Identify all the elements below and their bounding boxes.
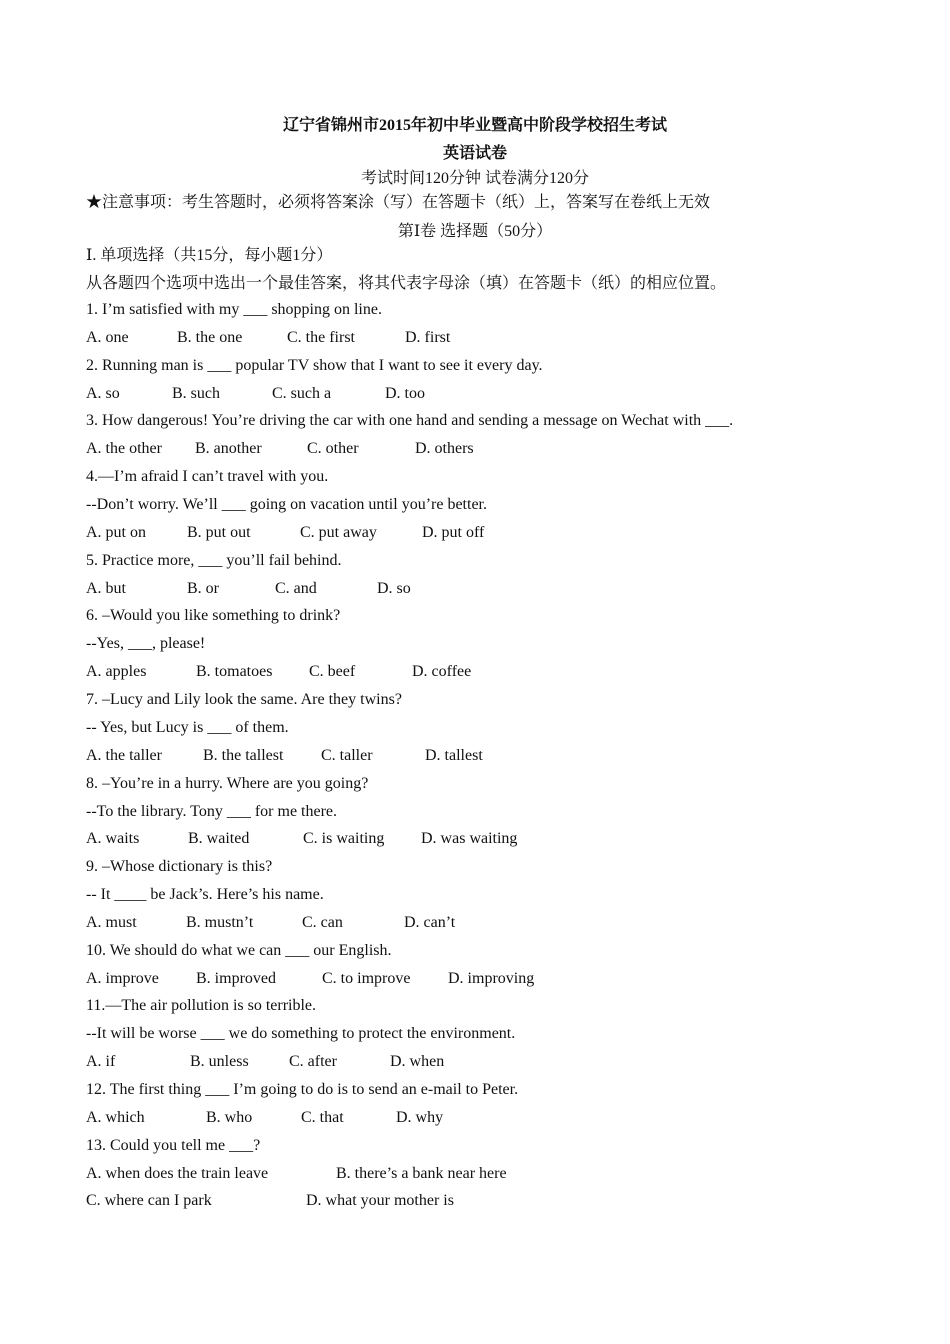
question-7-reply: -- Yes, but Lucy is ___ of them. — [86, 719, 289, 736]
q8-option-d: D. was waiting — [421, 830, 518, 847]
q5-option-b: B. or — [187, 580, 219, 597]
question-4: 4.—I’m afraid I can’t travel with you. — [86, 468, 329, 485]
question-8-reply: --To the library. Tony ___ for me there. — [86, 803, 338, 820]
exam-meta: 考试时间120分钟 试卷满分120分 — [360, 170, 589, 187]
q9-option-c: C. can — [302, 914, 343, 931]
q1-option-c: C. the first — [287, 329, 355, 346]
q11-option-a: A. if — [86, 1053, 116, 1070]
q9-option-d: D. can’t — [404, 914, 456, 931]
question-10: 10. We should do what we can ___ our English. — [86, 942, 392, 959]
question-2: 2. Running man is ___ popular TV show that I want to see it every day. — [86, 357, 543, 374]
section-instruction: 从各题四个选项中选出一个最佳答案，将其代表字母涂（填）在答题卡（纸）的相应位置。 — [86, 275, 727, 292]
q8-option-c: C. is waiting — [303, 830, 385, 847]
question-11-reply: --It will be worse ___ we do something to protect the environment. — [86, 1025, 516, 1042]
q2-option-d: D. too — [385, 385, 425, 402]
question-5: 5. Practice more, ___ you’ll fail behind. — [86, 552, 342, 569]
question-11: 11.—The air pollution is so terrible. — [86, 997, 317, 1014]
q7-option-a: A. the taller — [86, 747, 162, 764]
q8-option-a: A. waits — [86, 830, 140, 847]
exam-notice: ★注意事项：考生答题时，必须将答案涂（写）在答题卡（纸）上，答案写在卷纸上无效 — [86, 194, 711, 211]
question-6-reply: --Yes, ___, please! — [86, 635, 206, 652]
q10-option-d: D. improving — [448, 970, 535, 987]
q10-option-b: B. improved — [196, 970, 276, 987]
question-4-reply: --Don’t worry. We’ll ___ going on vacation until you’re better. — [86, 496, 487, 513]
question-9: 9. –Whose dictionary is this? — [86, 858, 273, 875]
question-1: 1. I’m satisfied with my ___ shopping on line. — [86, 301, 382, 318]
q5-option-a: A. but — [86, 580, 126, 597]
question-6: 6. –Would you like something to drink? — [86, 607, 341, 624]
question-7: 7. –Lucy and Lily look the same. Are they twins? — [86, 691, 402, 708]
section-heading: Ⅰ. 单项选择（共15分，每小题1分） — [86, 247, 333, 264]
q8-option-b: B. waited — [188, 830, 250, 847]
q11-option-d: D. when — [390, 1053, 445, 1070]
question-9-reply: -- It ____ be Jack’s. Here’s his name. — [86, 886, 324, 903]
question-12: 12. The first thing ___ I’m going to do is to send an e-mail to Peter. — [86, 1081, 519, 1098]
q12-option-b: B. who — [206, 1109, 253, 1126]
q4-option-d: D. put off — [422, 524, 485, 541]
q6-option-b: B. tomatoes — [196, 663, 273, 680]
q1-option-a: A. one — [86, 329, 129, 346]
q2-option-b: B. such — [172, 385, 220, 402]
q9-option-a: A. must — [86, 914, 137, 931]
q7-option-c: C. taller — [321, 747, 373, 764]
q5-option-d: D. so — [377, 580, 411, 597]
q3-option-b: B. another — [195, 440, 262, 457]
exam-title: 辽宁省锦州市2015年初中毕业暨高中阶段学校招生考试 — [282, 117, 667, 134]
q4-option-b: B. put out — [187, 524, 251, 541]
q13-option-c: C. where can I park — [86, 1192, 212, 1209]
q2-option-c: C. such a — [272, 385, 332, 402]
q13-option-b: B. there’s a bank near here — [336, 1165, 507, 1182]
q12-option-c: C. that — [301, 1109, 344, 1126]
part-heading: 第Ⅰ卷 选择题（50分） — [397, 223, 553, 240]
q9-option-b: B. mustn’t — [186, 914, 254, 931]
q6-option-c: C. beef — [309, 663, 356, 680]
q13-option-a: A. when does the train leave — [86, 1165, 269, 1182]
question-3: 3. How dangerous! You’re driving the car with one hand and sending a message on Wechat with ___. — [86, 412, 734, 429]
q3-option-a: A. the other — [86, 440, 162, 457]
q1-option-d: D. first — [405, 329, 451, 346]
q4-option-c: C. put away — [300, 524, 377, 541]
q10-option-a: A. improve — [86, 970, 159, 987]
q4-option-a: A. put on — [86, 524, 146, 541]
q1-option-b: B. the one — [177, 329, 243, 346]
q3-option-d: D. others — [415, 440, 474, 457]
q6-option-a: A. apples — [86, 663, 147, 680]
q12-option-d: D. why — [396, 1109, 444, 1126]
q3-option-c: C. other — [307, 440, 359, 457]
q7-option-d: D. tallest — [425, 747, 483, 764]
question-13: 13. Could you tell me ___? — [86, 1137, 261, 1154]
question-8: 8. –You’re in a hurry. Where are you going? — [86, 775, 369, 792]
q11-option-b: B. unless — [190, 1053, 249, 1070]
exam-subject: 英语试卷 — [442, 145, 507, 162]
q13-option-d: D. what your mother is — [306, 1192, 454, 1209]
q12-option-a: A. which — [86, 1109, 145, 1126]
q11-option-c: C. after — [289, 1053, 337, 1070]
q6-option-d: D. coffee — [412, 663, 472, 680]
q7-option-b: B. the tallest — [203, 747, 284, 764]
q2-option-a: A. so — [86, 385, 120, 402]
q10-option-c: C. to improve — [322, 970, 411, 987]
q5-option-c: C. and — [275, 580, 317, 597]
